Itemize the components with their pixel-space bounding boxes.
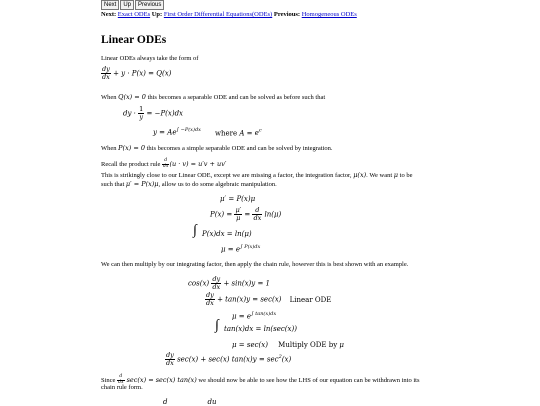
integration-factor-text: This is strikingly close to our Linear ODE, except we are missing a factor, the integration factor, μ(x). We want μ to be [101, 171, 413, 179]
separable-text: When Q(x) = 0 this becomes a separable ODE and can be solved as before such that [101, 93, 326, 101]
equation-example-3: $\mu = e^{\int tan(x)dx}$ [232, 311, 277, 321]
equation-mu-4: $\mu = e^{\int P(x)dx}$ [221, 244, 261, 254]
next-button[interactable]: Next [101, 0, 119, 10]
previous-link[interactable]: Homogeneous ODEs [301, 11, 357, 18]
up-button[interactable]: Up [120, 0, 134, 10]
chain-rule-text: Since $\frac{d}{dx}$ sec(x) = sec(x) tan(x) we should now be able to see how the LHS of our equation can be withdrawn into its [101, 374, 420, 385]
previous-button[interactable]: Previous [135, 0, 164, 10]
next-label: Next: [101, 11, 117, 18]
previous-label: Previous: [273, 11, 301, 18]
intro-text: Linear ODEs always take the form of [101, 55, 199, 62]
equation-separable-1: dy · $\frac{1}{y}$ = −P(x)dx [123, 105, 183, 121]
page-title: Linear ODEs [101, 34, 167, 46]
equation-where: where $A = e^c$ [215, 128, 262, 138]
next-link[interactable]: Exact ODEs [117, 11, 151, 18]
integral-sign-2: ∫ [215, 318, 219, 333]
up-label: Up: [151, 11, 163, 18]
equation-mu-3: P(x)dx = ln(μ) [202, 230, 252, 238]
equation-cutoff: d du [163, 398, 217, 406]
equation-mu-1: μ′ = P(x)μ [220, 195, 256, 203]
equation-example-1: cos(x) $\frac{dy}{dx}$ + sin(x)y = 1 [188, 275, 271, 291]
up-link[interactable]: First Order Differential Equations(ODEs) [163, 11, 273, 18]
chain-rule-text-2: chain rule form. [101, 384, 143, 391]
simple-separable-text: When P(x) = 0 this becomes a simple separable ODE and can be solved by integration. [101, 144, 333, 152]
equation-linear-form: $\frac{dy}{dx}$ + y · P(x) = Q(x) [102, 65, 172, 81]
integral-sign: ∫ [193, 223, 197, 238]
equation-example-6: $\frac{dy}{dx}$ sec(x) + sec(x) $\tan(x)y = \sec^2(x)$ [166, 351, 292, 367]
equation-example-4: tan(x)dx = ln(sec(x)) [224, 325, 297, 333]
navigation-buttons [101, 0, 165, 10]
integration-factor-text-2: such that μ′ = P(x)μ, allow us to do some algebraic manipulation. [101, 180, 277, 188]
product-rule-text: Recall the product rule $\frac{d}{dx}$ (u · v) = u′v + uv′ [101, 158, 227, 169]
navigation-links [101, 11, 357, 19]
equation-example-5: μ = sec(x) Multiply ODE by μ [232, 341, 344, 349]
example-intro-text: We can then multiply by our integrating factor, then apply the chain rule, however this is best shown with an example. [101, 261, 409, 268]
equation-mu-2: P(x) = $\frac{\mu'}{\mu}$ = $\frac{d}{dx}$ ln(μ) [210, 206, 282, 222]
equation-example-2: $\frac{dy}{dx}$ + tan(x)y = sec(x) Linear ODE [206, 291, 332, 307]
equation-separable-2: $y = Ae^{\int -P(x)dx}$ [153, 127, 201, 137]
